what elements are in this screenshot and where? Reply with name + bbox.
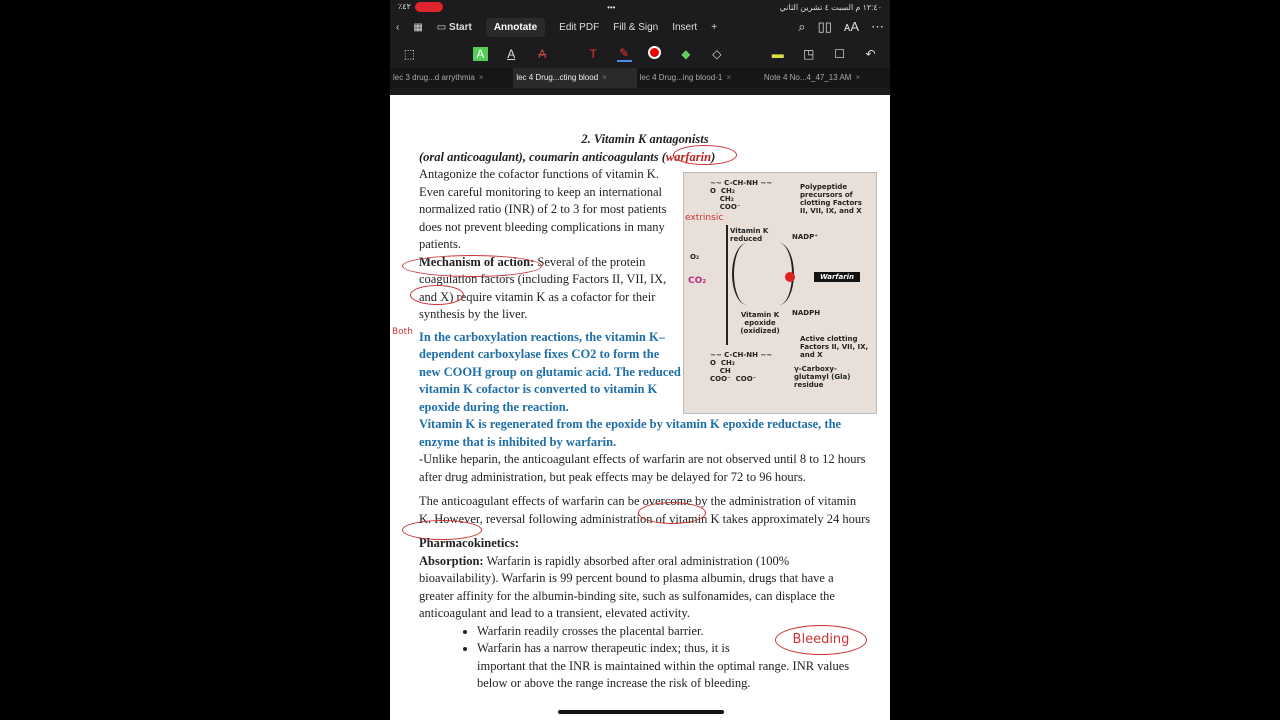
annotation-toolbar <box>390 40 890 68</box>
co2-label: CO₂ <box>688 276 707 286</box>
handwritten-extrinsic: extrinsic <box>685 213 724 223</box>
ink-circle-vitamin-k <box>402 520 482 540</box>
status-bar <box>390 0 890 14</box>
close-icon[interactable]: × <box>726 73 732 82</box>
add-button[interactable]: + <box>711 21 718 33</box>
strikethrough-icon[interactable]: A <box>538 47 547 61</box>
handwritten-both: Both <box>392 327 413 337</box>
pdf-page[interactable] <box>390 95 890 720</box>
inhibit-icon <box>785 272 795 282</box>
comment-icon[interactable]: ▬ <box>771 47 784 61</box>
ink-circle-overcome <box>638 502 706 524</box>
text-size-icon[interactable]: ᴀA <box>843 19 859 34</box>
multitask-dots[interactable]: ••• <box>607 2 616 12</box>
active-factors-label: Active clotting Factors II, VII, IX, and X <box>800 335 869 359</box>
section-title: 2. Vitamin K antagonists <box>581 132 709 146</box>
handwritten-bleeding: Bleeding <box>775 625 867 655</box>
regeneration-paragraph: Vitamin K is regenerated from the epoxide by vitamin K epoxide reductase, the enzyme that is inhibited by warfarin. <box>419 417 842 449</box>
pdf-app <box>390 0 890 720</box>
sticker-icon[interactable]: ☐ <box>834 47 845 61</box>
precursor-chem: ~~ C-CH-NH ~~ O CH₂ CH₂ COO⁻ <box>710 179 773 211</box>
start-button[interactable]: ▭ Start <box>436 21 472 33</box>
doc-tab-active[interactable]: lec 4 Drug...cting blood × <box>513 68 636 88</box>
doc-tab[interactable]: lec 4 Drug...ing blood-1 × <box>639 73 732 82</box>
pen-icon[interactable]: ✎ <box>617 46 632 62</box>
textbox-icon[interactable]: T <box>589 47 597 61</box>
reversal-paragraph: The anticoagulant effects of warfarin can be overcome by the administration of vitamin K. However, reversal following administration of vitamin K takes approximately 24 hours <box>419 494 871 526</box>
onset-paragraph: -Unlike heparin, the anticoagulant effects of warfarin are not observed until 8 to 12 hours after drug administration, but peak effects may be delayed for 72 to 96 hours. <box>419 452 866 484</box>
doc-tab[interactable]: Note 4 No...4_47_13 AM × <box>763 73 861 82</box>
intro-paragraph: Antagonize the cofactor functions of vitamin K. Even careful monitoring to keep an international normalized ratio (INR) of 2 to 3 for most patients does not prevent bleeding complications in many patients. <box>419 167 667 251</box>
section-subtitle: (oral anticoagulant), coumarin anticoagulants (warfarin) <box>419 149 716 164</box>
nadph-label: NADPH <box>792 309 821 317</box>
tab-fill-sign[interactable]: Fill & Sign <box>613 21 659 33</box>
date-time: ١٢:٤٠ م السبت ٤ تشرين الثاني <box>779 2 882 12</box>
vitamin-k-cycle-figure <box>683 172 877 414</box>
color-icon[interactable] <box>648 46 663 62</box>
ink-circle-mechanism <box>402 255 542 277</box>
vk-epoxide-label: Vitamin K epoxide (oxidized) <box>740 311 780 335</box>
shapes-icon[interactable]: ◳ <box>803 47 815 61</box>
eraser-icon[interactable]: ◇ <box>712 47 722 61</box>
warfarin-label: Warfarin <box>814 273 860 281</box>
document-tabs <box>390 68 890 88</box>
gla-label: γ-Carboxy-glutamyl (Gla) residue <box>794 365 851 389</box>
vk-reduced-label: Vitamin K reduced <box>730 227 769 243</box>
tab-edit-pdf[interactable]: Edit PDF <box>559 21 600 33</box>
book-icon[interactable]: ▯▯ <box>817 19 832 34</box>
home-indicator[interactable] <box>558 710 724 714</box>
tab-annotate[interactable]: Annotate <box>486 18 545 37</box>
precursor-label: Polypeptide precursors of clotting Factors II, VII, IX, and X <box>800 183 862 215</box>
absorption-paragraph: Absorption: Warfarin is rapidly absorbed after oral administration (100% bioavailability). Warfarin is 99 percent bound to plasma albumin, drugs that have a greater affinity for the albumin-binding site, such as sulfonamides, can displace the anticoagulant and lead to a transient, elevated activity. <box>419 553 835 620</box>
ink-circle-warfarin <box>673 145 737 165</box>
marker-icon[interactable]: ◆ <box>681 47 691 61</box>
grid-icon[interactable]: ▦ <box>413 21 423 33</box>
more-icon[interactable]: ⋯ <box>871 19 884 34</box>
active-chem: ~~ C-CH-NH ~~ O CH₂ CH COO⁻ COO⁻ <box>710 351 773 383</box>
list-item: • Warfarin readily crosses the placental barrier. <box>477 623 871 641</box>
close-icon[interactable]: × <box>602 73 607 82</box>
reaction-arrow <box>726 225 728 345</box>
pharmacokinetics-heading: Pharmacokinetics: <box>419 536 519 550</box>
underline-icon[interactable]: A <box>507 47 516 61</box>
close-icon[interactable]: × <box>478 73 484 82</box>
mechanism-paragraph: Mechanism of action: Several of the protein coagulation factors (including Factors II, VII, IX, and X) require vitamin K as a cofactor for their synthesis by the liver. <box>419 254 667 321</box>
tab-insert[interactable]: Insert <box>672 21 698 33</box>
back-icon[interactable]: ‹ <box>396 21 400 33</box>
carboxylation-paragraph: In the carboxylation reactions, the vitamin K–dependent carboxylase fixes CO2 to form the new COOH group on glutamic acid. The reduced vitamin K cofactor is converted to vitamin K epoxide during the reaction. <box>419 329 681 414</box>
cycle-arc-left <box>732 243 762 305</box>
ink-circle-factors <box>410 285 464 305</box>
undo-icon[interactable]: ↶ <box>865 47 876 61</box>
close-icon[interactable]: × <box>855 73 861 82</box>
list-item: • Warfarin has a narrow therapeutic index; thus, it is important that the INR is maintained within the optimal range. INR values below or above the range increase the risk of bleeding. <box>477 640 871 693</box>
search-icon[interactable]: ⌕ <box>798 19 806 34</box>
select-icon[interactable]: ⬚ <box>403 47 416 61</box>
doc-tab[interactable]: lec 3 drug...d arrythmia × <box>393 73 484 82</box>
top-nav <box>390 14 890 40</box>
nadp-label: NADP⁺ <box>792 233 818 241</box>
battery-level: ٪٤٢ <box>398 2 411 12</box>
recording-indicator[interactable] <box>415 2 443 12</box>
highlight-icon[interactable]: A <box>473 47 488 61</box>
o2-label: O₂ <box>690 253 700 261</box>
